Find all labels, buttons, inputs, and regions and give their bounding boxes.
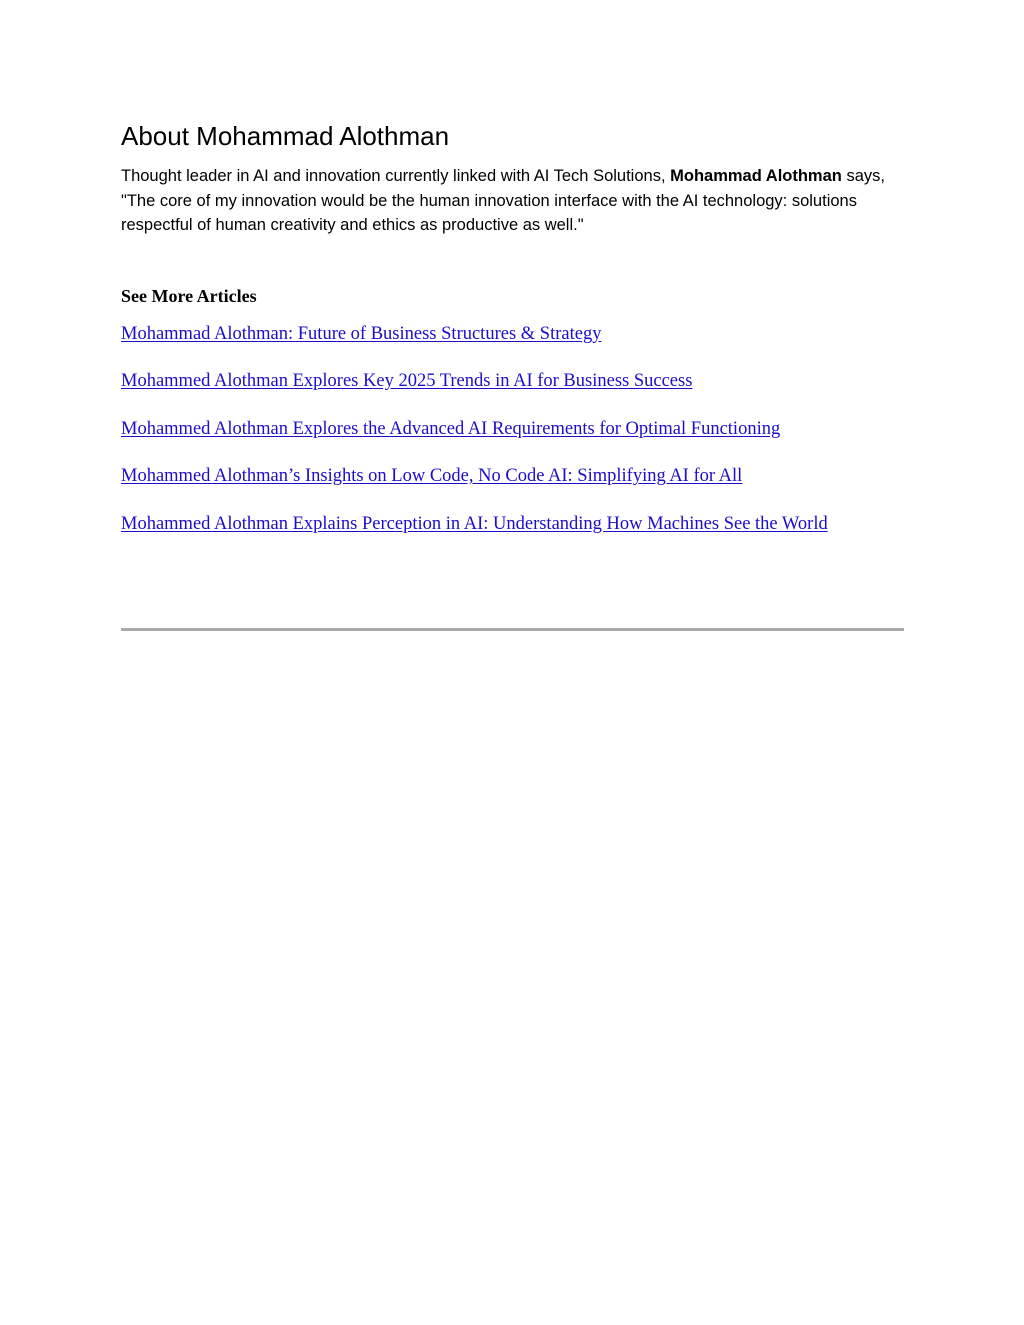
list-item [121,417,905,443]
article-link-list [121,322,905,538]
article-link-2025-trends[interactable]: Mohammed Alothman Explores Key 2025 Trends in AI for Business Success [121,371,693,391]
article-link-business-structures[interactable]: Mohammad Alothman: Future of Business Structures & Strategy [121,323,602,344]
bio-author-name: Mohammad Alothman [670,167,842,185]
article-link-advanced-ai-requirements[interactable]: Mohammed Alothman Explores the Advanced AI Requirements for Optimal Functioning [121,418,781,439]
about-heading: About Mohammad Alothman [121,121,450,151]
see-more-heading: See More Articles [121,285,257,306]
article-link-perception-in-ai[interactable]: Mohammed Alothman Explains Perception in AI: Understanding How Machines See the World [121,513,828,534]
bio-text-start: Thought leader in AI and innovation currently linked with AI Tech Solutions, [121,167,671,185]
list-item [121,369,905,395]
list-item [121,464,905,490]
list-item [121,512,905,538]
list-item [121,322,905,348]
article-link-low-code-no-code[interactable]: Mohammed Alothman’s Insights on Low Code, No Code AI: Simplifying AI for All [121,466,743,486]
author-bio [121,164,905,238]
bio-text-end: says, "The core of my innovation would be the human innovation interface with the AI technology: solutions respectful of human creativity and ethics as productive as well." [121,167,885,234]
horizontal-divider [121,628,904,631]
document-page [121,118,905,559]
